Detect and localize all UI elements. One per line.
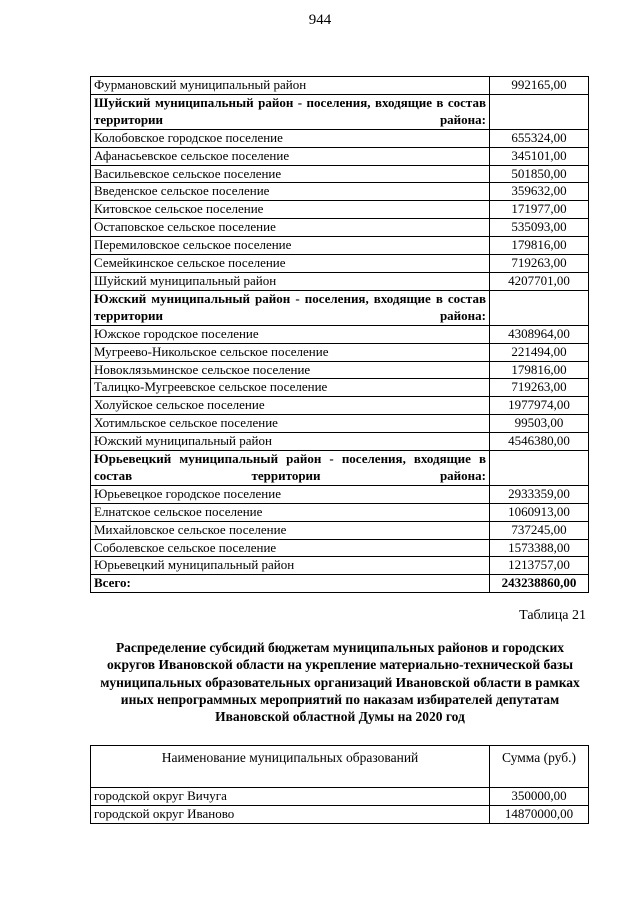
- amount-cell: 655324,00: [490, 129, 589, 147]
- table-row: [91, 521, 589, 539]
- amount-cell: 2933359,00: [490, 485, 589, 503]
- amount-cell: 4207701,00: [490, 272, 589, 290]
- table-21-header-row: [91, 746, 589, 788]
- amount-cell: 179816,00: [490, 237, 589, 255]
- district-header-cell: Южский муниципальный район - поселения, входящие в состав территории района:: [91, 290, 490, 325]
- municipality-name-cell: Остаповское сельское поселение: [91, 219, 490, 237]
- table-row: [91, 397, 589, 415]
- amount-cell: 737245,00: [490, 521, 589, 539]
- table-row: [91, 201, 589, 219]
- table-21-body: [91, 746, 589, 824]
- municipality-name-cell: Всего:: [91, 575, 490, 593]
- table-row: [91, 129, 589, 147]
- municipality-name-cell: Михайловское сельское поселение: [91, 521, 490, 539]
- amount-cell: 1213757,00: [490, 557, 589, 575]
- municipality-name-cell: Новоклязьминское сельское поселение: [91, 361, 490, 379]
- municipality-name-cell: Перемиловское сельское поселение: [91, 237, 490, 255]
- table-label: Таблица 21: [519, 608, 586, 623]
- amount-cell: 350000,00: [490, 788, 589, 806]
- subsidy-table-continued: [90, 76, 589, 593]
- table-row: [91, 255, 589, 273]
- amount-cell: 179816,00: [490, 361, 589, 379]
- table-21: [90, 745, 589, 824]
- amount-cell: [490, 451, 589, 486]
- table-row: [91, 415, 589, 433]
- amount-cell: 719263,00: [490, 379, 589, 397]
- municipality-name-cell: Талицко-Мугреевское сельское поселение: [91, 379, 490, 397]
- table-row: [91, 805, 589, 823]
- municipality-name-cell: Афанасьевское сельское поселение: [91, 147, 490, 165]
- municipality-name-cell: Юрьевецкий муниципальный район: [91, 557, 490, 575]
- table-row: [91, 325, 589, 343]
- amount-cell: 501850,00: [490, 165, 589, 183]
- table-row: [91, 237, 589, 255]
- municipality-name-cell: Шуйский муниципальный район: [91, 272, 490, 290]
- district-header-row: [91, 451, 589, 486]
- amount-cell: 1977974,00: [490, 397, 589, 415]
- table-row: [91, 539, 589, 557]
- municipality-name-cell: Китовское сельское поселение: [91, 201, 490, 219]
- district-header-cell: Шуйский муниципальный район - поселения, входящие в состав территории района:: [91, 94, 490, 129]
- district-header-cell: Юрьевецкий муниципальный район - поселения, входящие в состав территории района:: [91, 451, 490, 486]
- municipality-name-cell: Юрьевецкое городское поселение: [91, 485, 490, 503]
- table-row: [91, 77, 589, 95]
- table-row: [91, 433, 589, 451]
- amount-cell: 4546380,00: [490, 433, 589, 451]
- municipality-name-cell: Введенское сельское поселение: [91, 183, 490, 201]
- total-row: [91, 575, 589, 593]
- table-row: [91, 343, 589, 361]
- municipality-name-cell: Елнатское сельское поселение: [91, 503, 490, 521]
- amount-cell: 221494,00: [490, 343, 589, 361]
- district-header-row: [91, 290, 589, 325]
- table-row: [91, 183, 589, 201]
- table-row: [91, 147, 589, 165]
- amount-cell: 719263,00: [490, 255, 589, 273]
- table-row: [91, 503, 589, 521]
- municipality-name-cell: Мугреево-Никольское сельское поселение: [91, 343, 490, 361]
- municipality-name-cell: городской округ Иваново: [91, 805, 490, 823]
- amount-cell: [490, 290, 589, 325]
- amount-cell: 1060913,00: [490, 503, 589, 521]
- amount-cell: [490, 94, 589, 129]
- amount-cell: 992165,00: [490, 77, 589, 95]
- amount-cell: 535093,00: [490, 219, 589, 237]
- amount-cell: 14870000,00: [490, 805, 589, 823]
- amount-cell: 359632,00: [490, 183, 589, 201]
- table-row: [91, 788, 589, 806]
- table-row: [91, 485, 589, 503]
- amount-cell: 345101,00: [490, 147, 589, 165]
- column-header-sum: Сумма (руб.): [490, 746, 589, 788]
- amount-cell: 243238860,00: [490, 575, 589, 593]
- municipality-name-cell: Фурмановский муниципальный район: [91, 77, 490, 95]
- amount-cell: 99503,00: [490, 415, 589, 433]
- municipality-name-cell: Южский муниципальный район: [91, 433, 490, 451]
- table-row: [91, 557, 589, 575]
- table-row: [91, 219, 589, 237]
- district-header-row: [91, 94, 589, 129]
- subsidy-table-body: [91, 77, 589, 593]
- page-number: 944: [308, 12, 332, 28]
- municipality-name-cell: городской округ Вичуга: [91, 788, 490, 806]
- table-row: [91, 361, 589, 379]
- amount-cell: 4308964,00: [490, 325, 589, 343]
- amount-cell: 171977,00: [490, 201, 589, 219]
- table-row: [91, 165, 589, 183]
- table-21-heading: Распределение субсидий бюджетам муниципальных районов и городских округов Ивановской области на укрепление материально-технической базы муниципальных образовательных организаций Ивановской области в рамках иных непрограммных мероприятий по наказам избирателей депутатам Ивановской областной Думы на 2020 год: [100, 640, 580, 725]
- municipality-name-cell: Холуйское сельское поселение: [91, 397, 490, 415]
- amount-cell: 1573388,00: [490, 539, 589, 557]
- table-row: [91, 379, 589, 397]
- municipality-name-cell: Колобовское городское поселение: [91, 129, 490, 147]
- table-row: [91, 272, 589, 290]
- municipality-name-cell: Соболевское сельское поселение: [91, 539, 490, 557]
- municipality-name-cell: Семейкинское сельское поселение: [91, 255, 490, 273]
- municipality-name-cell: Южское городское поселение: [91, 325, 490, 343]
- column-header-name: Наименование муниципальных образований: [91, 746, 490, 788]
- municipality-name-cell: Васильевское сельское поселение: [91, 165, 490, 183]
- municipality-name-cell: Хотимльское сельское поселение: [91, 415, 490, 433]
